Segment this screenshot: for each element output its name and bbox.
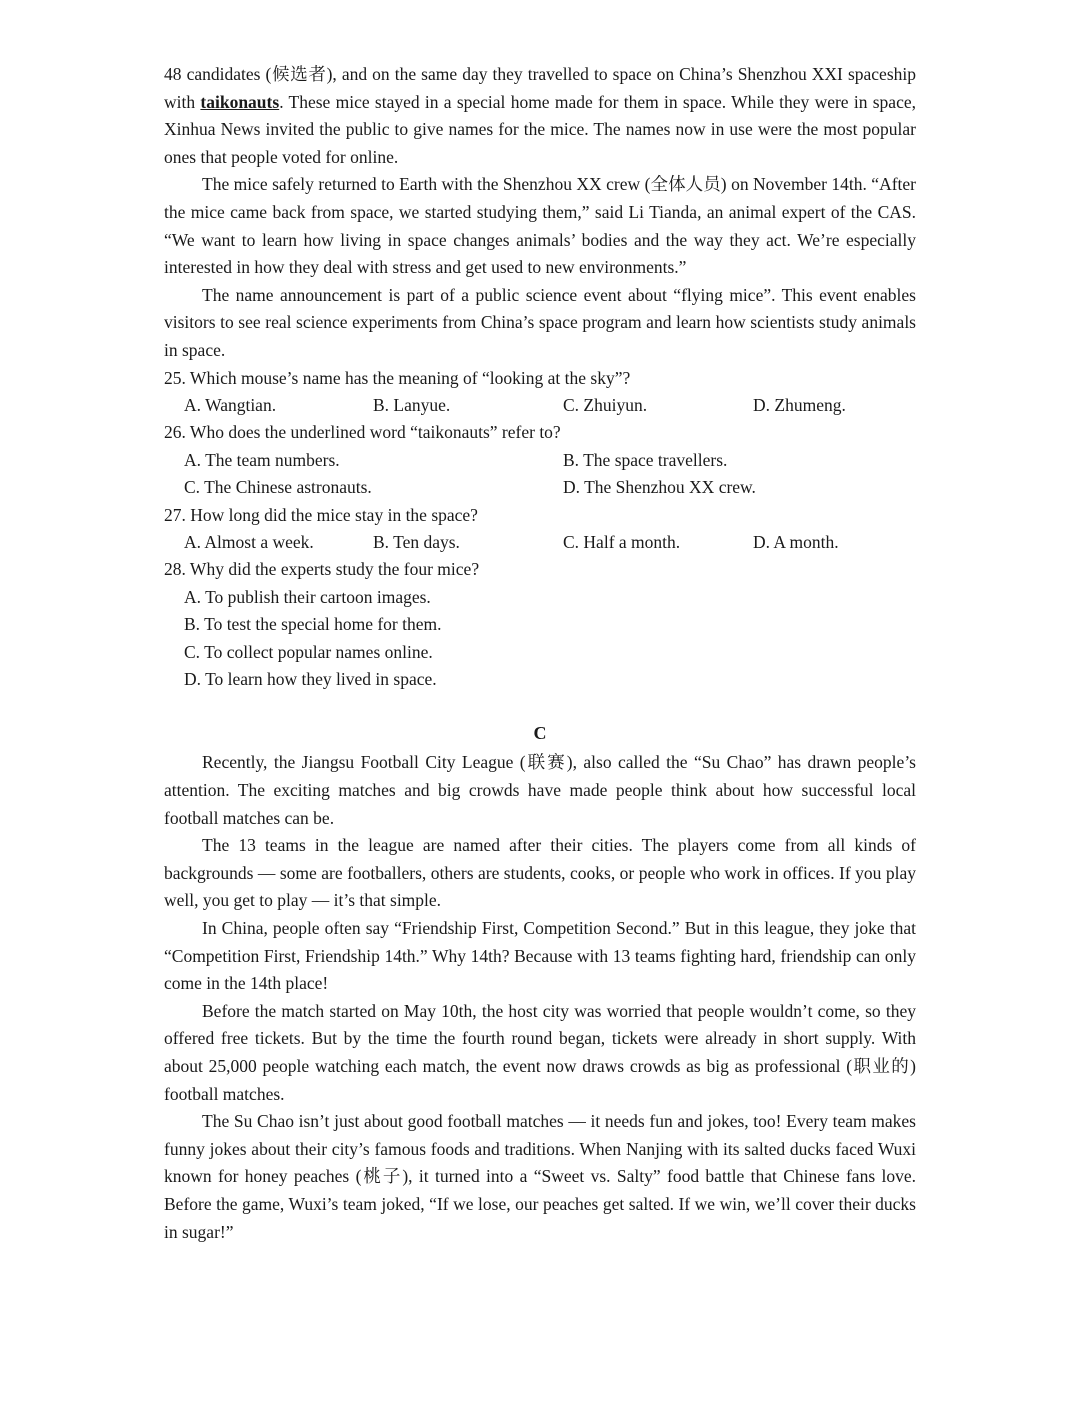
option-d: D. Zhumeng.: [753, 394, 846, 415]
passage-c-paragraph-3: In China, people often say “Friendship First, Competition Second.” But in this league, they joke that “Competition First, Friendship 14th.” Why 14th? Because with 13 teams fighting hard, friendship can only come in the 14th place!: [164, 917, 916, 994]
question-stem: 27. How long did the mice stay in the space?: [164, 504, 478, 525]
option-b: B. The space travellers.: [563, 449, 728, 470]
option-a: A. The team numbers.: [184, 449, 340, 470]
option-c: C. Zhuiyun.: [563, 394, 648, 415]
option-b: B. Lanyue.: [373, 394, 451, 415]
question-28: [164, 556, 916, 693]
option-b: B. To test the special home for them.: [184, 614, 442, 635]
passage-b-paragraph-1: 48 candidates (候选者), and on the same day they travelled to space on China’s Shenzhou XXI spaceship with taikonauts. These mice stayed in a special home made for them in space. While they were in space, Xinhua News invited the public to give names for the mice. The names now in use were the most popular ones that people voted for online.: [164, 64, 916, 167]
passage-b-paragraph-3: The name announcement is part of a public science event about “flying mice”. This event enables visitors to see real science experiments from China’s space program and learn how scientists study animals in space.: [164, 284, 916, 360]
underlined-word-taikonauts: taikonauts: [200, 91, 280, 112]
question-options: [164, 392, 916, 419]
option-d: D. A month.: [753, 531, 839, 552]
question-stem: 28. Why did the experts study the four mice?: [164, 559, 480, 580]
question-27: [164, 502, 916, 557]
question-stem: 25. Which mouse’s name has the meaning of “looking at the sky”?: [164, 367, 631, 388]
passage-c-paragraph-1: Recently, the Jiangsu Football City League (联赛), also called the “Su Chao” has drawn people’s attention. The exciting matches and big crowds have made people think about how successful local football matches can be.: [164, 752, 916, 828]
question-26: [164, 419, 916, 501]
option-a: A. To publish their cartoon images.: [184, 586, 431, 607]
option-c: C. Half a month.: [563, 531, 681, 552]
option-c: C. To collect popular names online.: [184, 641, 433, 662]
option-a: A. Wangtian.: [184, 394, 277, 415]
question-options-row-2: [164, 474, 916, 501]
passage-c-paragraph-4: Before the match started on May 10th, the host city was worried that people wouldn’t come, so they offered free tickets. But by the time the fourth round began, tickets were already in short supply. With about 25,000 people watching each match, the event now draws crowds as big as professional (职业的) football matches.: [164, 1000, 916, 1104]
question-options-row-1: [164, 447, 916, 474]
question-stem: 26. Who does the underlined word “taikonauts” refer to?: [164, 422, 561, 443]
section-title-c: C: [533, 723, 547, 744]
question-25: [164, 365, 916, 420]
option-d: D. The Shenzhou XX crew.: [563, 477, 756, 498]
option-c: C. The Chinese astronauts.: [184, 477, 372, 498]
question-options: [164, 529, 916, 556]
passage-c-paragraph-5: The Su Chao isn’t just about good football matches — it needs fun and jokes, too! Every team makes funny jokes about their city’s famous foods and traditions. When Nanjing with its salted ducks faced Wuxi known for honey peaches (桃子), it turned into a “Sweet vs. Salty” food battle that Chinese fans love. Before the game, Wuxi’s team joked, “If we lose, our peaches get salted. If we win, we’ll cover their ducks in sugar!”: [164, 1111, 916, 1242]
passage-c-paragraph-2: The 13 teams in the league are named after their cities. The players come from all kinds of backgrounds — some are footballers, others are students, cooks, or people who work in offices. If you play well, you get to play — it’s that simple.: [164, 835, 916, 911]
option-b: B. Ten days.: [373, 531, 460, 552]
passage-b-paragraph-2: The mice safely returned to Earth with the Shenzhou XX crew (全体人员) on November 14th. “After the mice came back from space, we started studying them,” said Li Tianda, an animal expert of the CAS. “We want to learn how living in space changes animals’ bodies and the way they act. We’re especially interested in how they deal with stress and get used to new environments.”: [164, 174, 916, 278]
option-a: A. Almost a week.: [184, 531, 314, 552]
option-d: D. To learn how they lived in space.: [184, 669, 437, 689]
